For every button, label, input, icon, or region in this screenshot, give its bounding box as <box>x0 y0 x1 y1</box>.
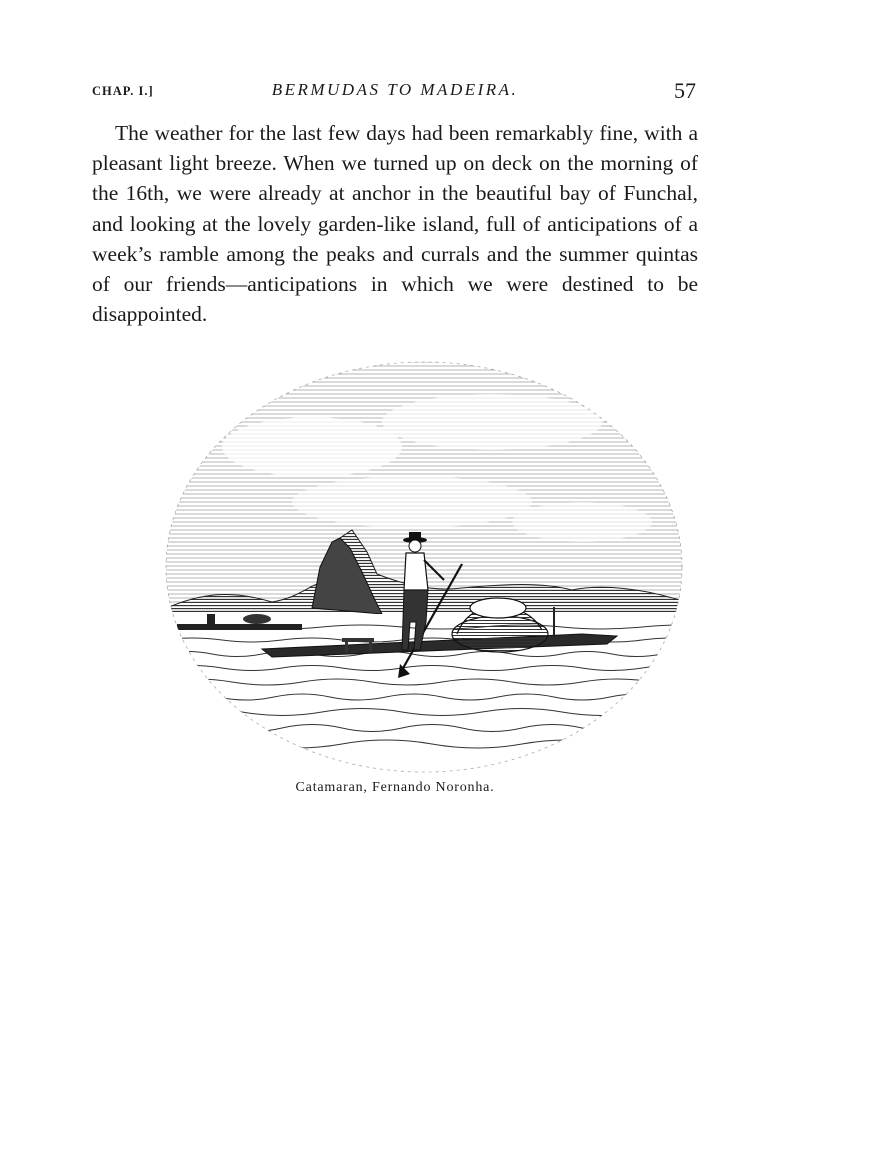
chapter-label: CHAP. I.] <box>92 84 154 98</box>
running-header <box>92 78 698 108</box>
cloud <box>512 502 652 542</box>
cloud <box>292 476 532 528</box>
catamaran-engraving <box>162 352 686 774</box>
body-paragraph: The weather for the last few days had been remarkably fine, with a pleasant light breeze. When we turned up on deck on the morning of the 16th, we were already at anchor in the beautiful bay of Funchal, and looking at the lovely garden-like island, full of anticipations of a week’s ramble among the peaks and currals and the summer quintas of our friends—anticipations in which we were destined to be disappointed. <box>92 121 698 327</box>
cloud <box>222 417 402 477</box>
cloud <box>382 394 602 450</box>
running-title: BERMUDAS TO MADEIRA. <box>271 80 519 99</box>
page-number: 57 <box>674 78 696 103</box>
figure-caption: Catamaran, Fernando Noronha. <box>295 780 495 795</box>
